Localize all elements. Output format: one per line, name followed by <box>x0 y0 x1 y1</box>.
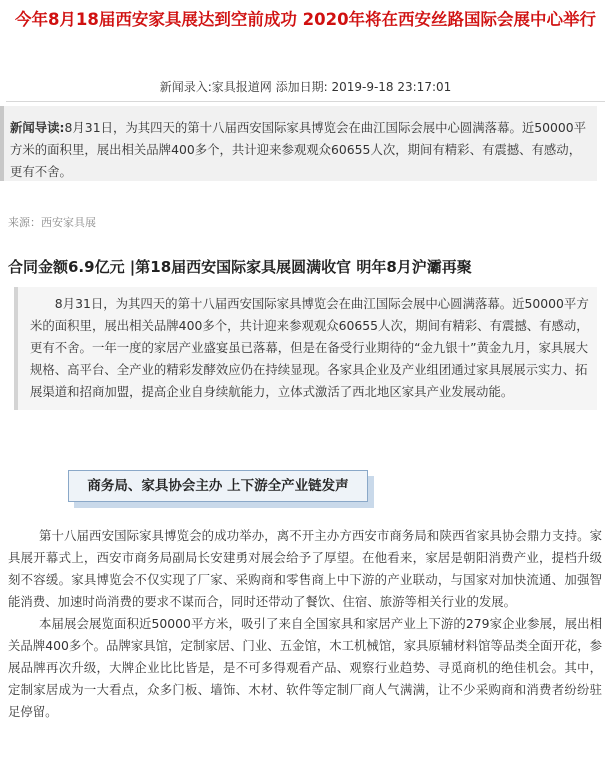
lead-label: 新闻导读: <box>10 120 65 135</box>
lead-box <box>0 106 597 181</box>
body-paragraph-2: 本届展会展览面积近50000平方米，吸引了来自全国家具和家居产业上下游的279家企业参展，展出相关品牌400多个。品牌家具馆，定制家居、门业、五金馆，木工机械馆，家具原辅材料馆等品类全面开花，参展品牌再次升级，大牌企业比比皆是，是不可多得观看产品、观察行业趋势、寻觅商机的绝佳机会。其中，定制家居成为一大看点，众多门板、墙饰、木材、软件等定制厂商人气满满，让不少采购商和消费者纷纷驻足停留。 <box>8 616 602 719</box>
article-body <box>8 525 602 723</box>
article-meta: 新闻录入:家具报道网 添加日期: 2019-9-18 23:17:01 <box>6 78 605 102</box>
section-heading-box <box>68 470 368 502</box>
lead-text: 8月31日，为其四天的第十八届西安国际家具博览会在曲江国际会展中心圆满落幕。近50000平方米的面积里，展出相关品牌400多个，共计迎来参观观众60655人次，期间有精彩、有震撼、有感动，更有不舍。 <box>10 120 587 179</box>
intro-box: 8月31日，为其四天的第十八届西安国际家具博览会在曲江国际会展中心圆满落幕。近50000平方米的面积里，展出相关品牌400多个，共计迎来参观观众60655人次，期间有精彩、有震撼、有感动，更有不舍。一年一度的家居产业盛宴虽已落幕，但是在备受行业期待的“金九银十”黄金九月，家具展大规格、高平台、全产业的精彩发酵效应仍在持续显现。各家具企业及产业组团通过家具展展示实力、拓展渠道和招商加盟，提高企业自身续航能力，立体式激活了西北地区家具产业发展动能。 <box>14 287 597 410</box>
body-paragraph-1: 第十八届西安国际家具博览会的成功举办，离不开主办方西安市商务局和陕西省家具协会鼎力支持。家具展开幕式上，西安市商务局副局长安建勇对展会给予了厚望。在他看来，家居是朝阳消费产业，提档升级刻不容缓。家具博览会不仅实现了厂家、采购商和零售商上中下游的产业联动，与国家对加快流通、加强智能消费、加速时尚消费的要求不谋而合，同时还带动了餐饮、住宿、旅游等相关行业的发展。 <box>8 528 602 609</box>
article-source: 来源：西安家具展 <box>8 216 96 229</box>
article-title: 今年8月18届西安家具展达到空前成功 2020年将在西安丝路国际会展中心举行 <box>14 10 597 29</box>
article-subtitle: 合同金额6.9亿元 |第18届西安国际家具展圆满收官 明年8月沪灞再聚 <box>8 258 472 276</box>
section-heading: 商务局、家具协会主办 上下游全产业链发声 <box>87 478 349 494</box>
